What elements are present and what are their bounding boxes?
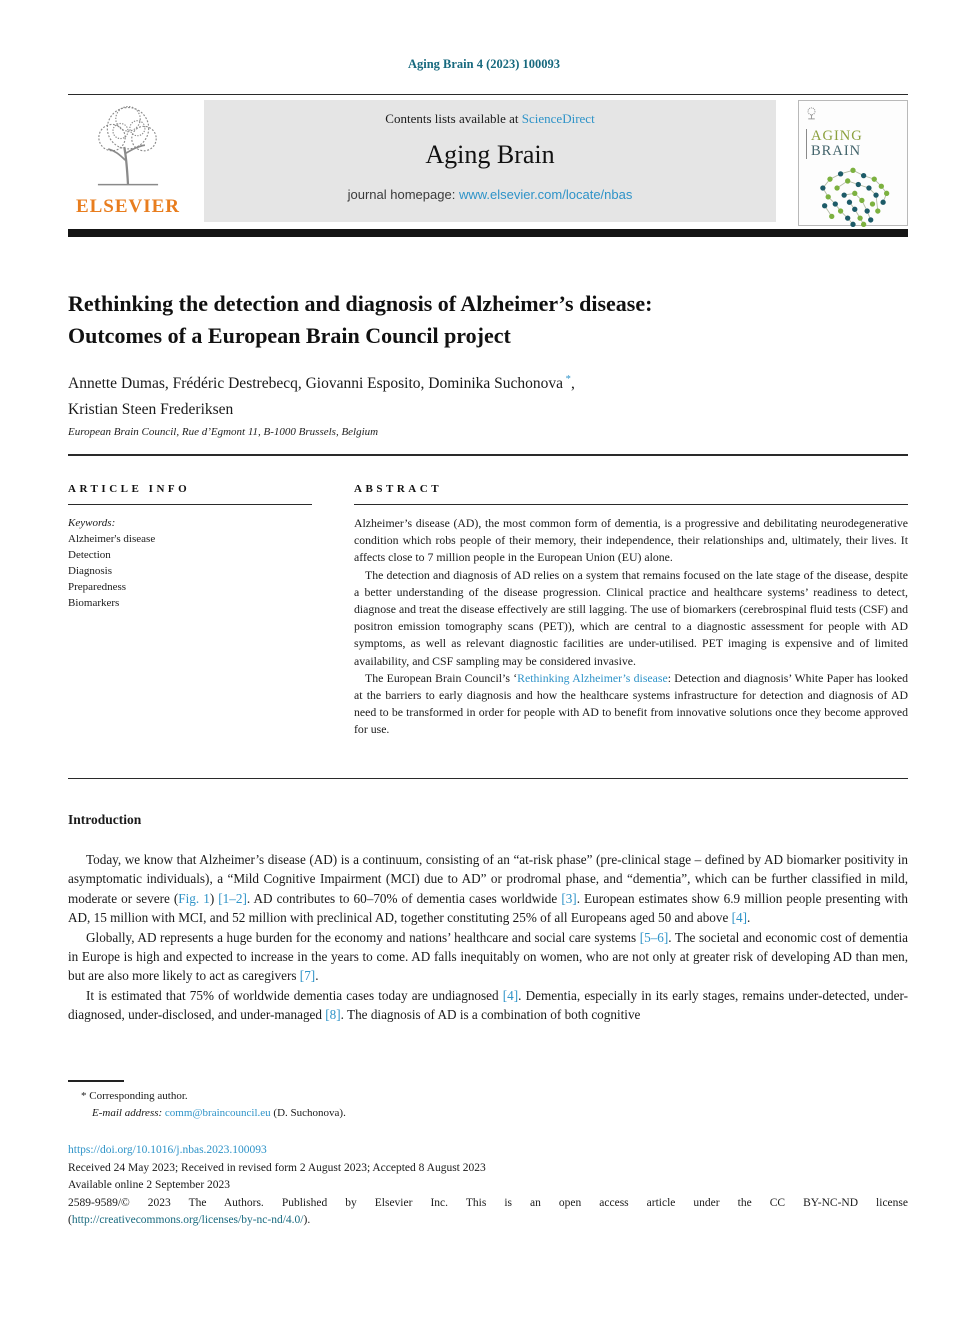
section-divider-top — [68, 454, 908, 456]
footnote-rule — [68, 1080, 124, 1082]
license-link-line: (http://creativecommons.org/licenses/by-nc-nd/4.0/). — [68, 1214, 311, 1227]
contents-list-line: Contents lists available at ScienceDirect — [385, 111, 595, 126]
inline-link[interactable]: [1–2] — [218, 890, 247, 906]
cover-title — [806, 129, 900, 159]
keyword-item: Preparedness — [68, 581, 127, 593]
inline-link[interactable]: [7] — [299, 968, 316, 984]
elsevier-tree-logo — [80, 100, 176, 194]
keyword-item: Diagnosis — [68, 565, 112, 577]
footnote-block — [68, 1080, 908, 1122]
section-divider-bottom — [68, 778, 908, 779]
inline-link[interactable]: comm@braincouncil.eu — [164, 1106, 271, 1119]
abstract-column — [354, 483, 908, 739]
affiliation: European Brain Council, Rue d’Egmont 11, B-1000 Brussels, Belgium — [68, 426, 379, 438]
journal-title: Aging Brain — [425, 140, 555, 169]
inline-link[interactable]: www.elsevier.com/locate/nbas — [458, 187, 633, 202]
article-title-line1: Rethinking the detection and diagnosis of Alzheimer’s disease: — [68, 291, 653, 316]
introduction-section — [68, 812, 908, 1025]
available-online: Available online 2 September 2023 — [68, 1179, 231, 1192]
inline-link[interactable]: [4] — [731, 910, 748, 926]
inline-link[interactable]: [5–6] — [639, 929, 669, 945]
publisher-block — [68, 100, 188, 226]
received-dates: Received 24 May 2023; Received in revised form 2 August 2023; Accepted 8 August 2023 — [68, 1161, 486, 1174]
keyword-item: Alzheimer's disease — [68, 533, 156, 545]
article-info-heading: ARTICLE INFO — [68, 483, 191, 495]
keyword-item: Biomarkers — [68, 597, 120, 609]
inline-link[interactable]: Rethinking Alzheimer’s disease — [517, 670, 668, 685]
article-footer — [68, 1142, 908, 1230]
journal-cover-thumbnail[interactable] — [798, 100, 908, 226]
abstract-rule — [354, 504, 908, 505]
keyword-item: Detection — [68, 549, 111, 561]
introduction-paragraph: Today, we know that Alzheimer’s disease (AD) is a continuum, consisting of an “at-risk phase” (pre-clinical stage – defined by AD biomarker positivity in asymptomatic individuals), a “Mild Cognitive Impairment (MCI) due to AD” or prodromal phase, and “dementia”, which can be further classified in mild, moderate or severe (Fig. 1) [1–2]. AD contributes to 60–70% of dementia cases worldwide [3]. European estimates show 6.9 million people presenting with AD, 15 million with MCI, and 52 million with preclinical AD, together constituting 25% of all Europeans aged 50 and above [4]. — [68, 852, 908, 926]
introduction-heading: Introduction — [68, 812, 142, 827]
inline-link[interactable]: Fig. 1 — [178, 890, 210, 906]
inline-link[interactable]: [3] — [561, 890, 577, 906]
article-title-line2: Outcomes of a European Brain Council project — [68, 323, 511, 348]
abstract-paragraph: The European Brain Council’s ‘Rethinking Alzheimer’s disease: Detection and diagnosis’ White Paper has looked at the barriers to early diagnosis and how the healthcare systems infrastructure for detection and diagnosis of AD need to be transformed in order for people with AD to benefit from innovative solutions once they become approved for use. — [354, 670, 908, 737]
author-list — [68, 367, 908, 423]
inline-link[interactable]: ScienceDirect — [521, 111, 595, 126]
inline-link[interactable]: [8] — [325, 1007, 341, 1023]
journal-info-box — [204, 100, 776, 222]
cover-publisher-mark-icon — [806, 107, 817, 120]
brain-network-graphic — [809, 165, 897, 227]
masthead-top-rule — [68, 94, 908, 95]
inline-link[interactable]: http://creativecommons.org/licenses/by-nc-nd/4.0/ — [71, 1214, 304, 1227]
email-line: E-mail address: comm@braincouncil.eu (D. Suchonova). — [92, 1106, 346, 1119]
doi-link[interactable]: https://doi.org/10.1016/j.nbas.2023.100093 — [68, 1144, 267, 1156]
keywords-label: Keywords: — [68, 517, 116, 529]
info-abstract-section — [68, 483, 908, 739]
journal-homepage-line: journal homepage: www.elsevier.com/locate/nbas — [347, 187, 633, 202]
article-title — [68, 288, 908, 352]
abstract-heading: ABSTRACT — [354, 483, 443, 495]
author-line1: Annette Dumas, Frédéric Destrebecq, Giovanni Esposito, Dominika Suchonova *, — [68, 374, 575, 393]
masthead-bottom-bar — [68, 229, 908, 237]
introduction-paragraph: Globally, AD represents a huge burden for the economy and nations’ healthcare and social care systems [5–6]. The societal and economic cost of dementia in Europe is high and expected to increase in the years to come. AD falls inequitably on women, who are not only at greater risk of developing AD than men, but are also more likely to act as caregivers [7]. — [68, 929, 908, 984]
running-head-citation[interactable]: Aging Brain 4 (2023) 100093 — [407, 57, 561, 71]
abstract-paragraph: Alzheimer’s disease (AD), the most common form of dementia, is a progressive and debilitating neurodegenerative condition which robs people of their memory, their independence, their relationships and, ultimately, their lives. It affects close to 7 million people in the European Union (EU) alone. — [354, 516, 908, 565]
introduction-paragraph: It is estimated that 75% of worldwide dementia cases today are undiagnosed [4]. Dementia, especially in its early stages, remains under-detected, under-diagnosed, under-disclosed, and under-managed [8]. The diagnosis of AD is a combination of both cognitive — [68, 987, 908, 1023]
article-info-rule — [68, 504, 312, 505]
corresponding-author-note: * Corresponding author. — [81, 1089, 188, 1102]
inline-link[interactable]: [4] — [502, 987, 519, 1003]
journal-masthead — [68, 100, 908, 226]
author-line2: Kristian Steen Frederiksen — [68, 401, 234, 419]
article-info-column — [68, 483, 312, 739]
cover-title-line2: BRAIN — [811, 143, 862, 159]
cover-title-line1: AGING — [811, 128, 863, 144]
publisher-name: ELSEVIER — [75, 196, 181, 217]
copyright-line: 2589-9589/© 2023 The Authors. Published by Elsevier Inc. This is an open access article under the CC BY-NC-ND license — [68, 1196, 908, 1209]
abstract-paragraph: The detection and diagnosis of AD relies on a system that remains focused on the late stage of the disease, despite a better understanding of the disease progression. Clinical practice and healthcare systems’ readiness to detect, diagnose and treat the disease effectively are still lagging. The use of biomarkers (cerebrospinal fluid tests (CSF) and positron emission tomography scans (PET)), which are central to a diagnostic assessment for people with AD symptoms, as well as relevant diagnostic facilities are under-utilised. PET imaging is expensive and of limited availability, and CSF sampling may be considered invasive. — [354, 567, 908, 668]
